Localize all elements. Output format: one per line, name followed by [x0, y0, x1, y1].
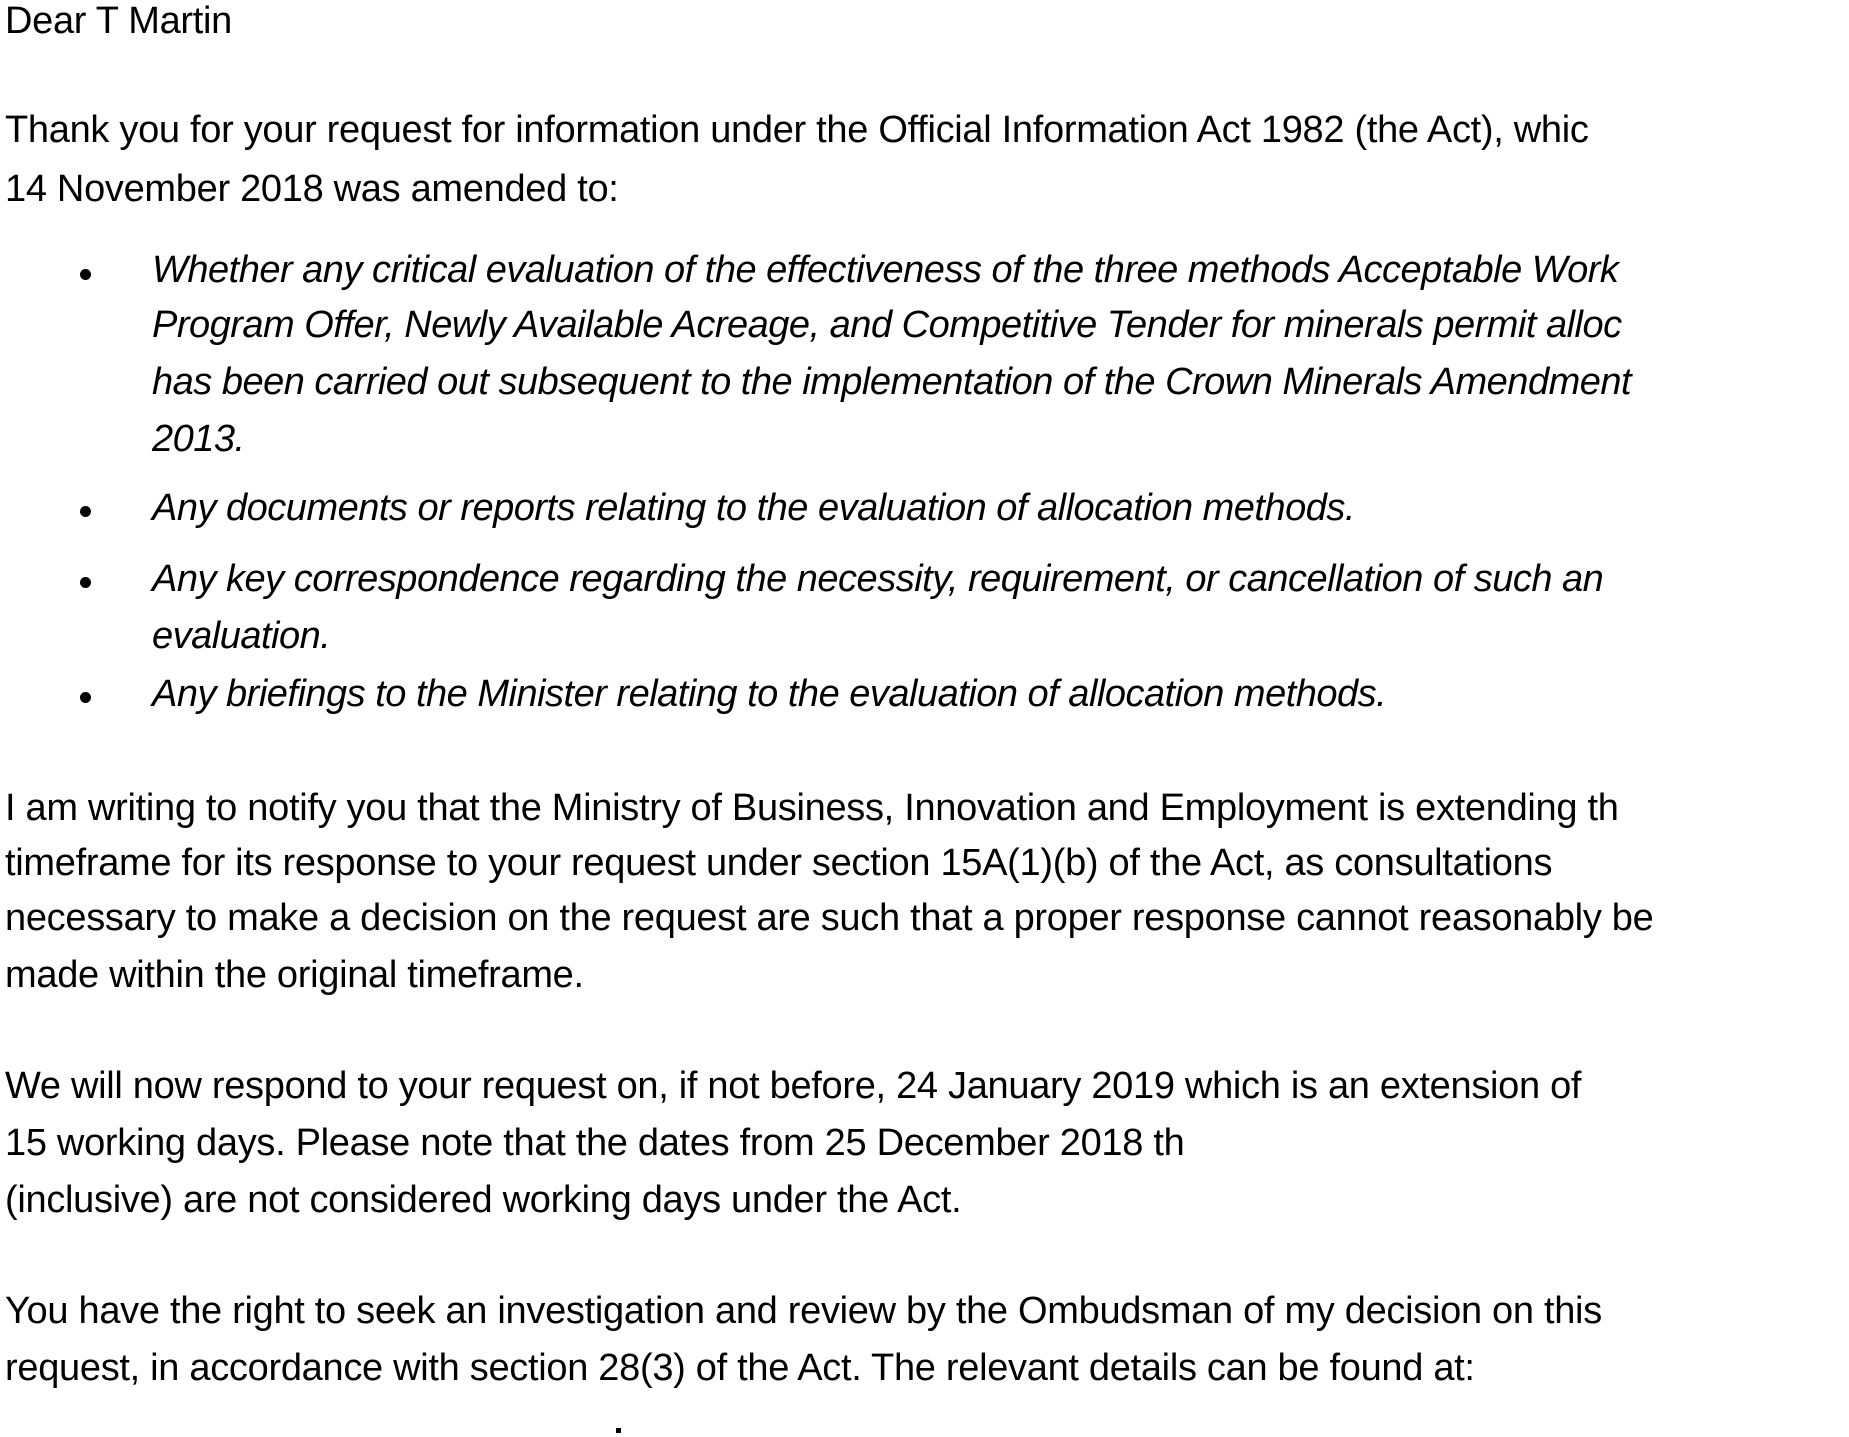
salutation: Dear T Martin: [5, 0, 232, 42]
bullet-1-line-4: 2013.: [152, 418, 245, 460]
extension-line-1: I am writing to notify you that the Ministry of Business, Innovation and Employment is extending th: [5, 787, 1619, 829]
intro-line-2: 14 November 2018 was amended to:: [5, 168, 619, 210]
bullet-3-line-2: evaluation.: [152, 615, 331, 657]
bullet-4-line-1: Any briefings to the Minister relating to the evaluation of allocation methods.: [152, 673, 1387, 715]
bullet-1-line-3: has been carried out subsequent to the implementation of the Crown Minerals Amendment: [152, 361, 1632, 403]
bullet-3-marker: [80, 577, 91, 588]
ombudsman-line-2: request, in accordance with section 28(3) of the Act. The relevant details can be found at:: [5, 1347, 1475, 1389]
bullet-3-line-1: Any key correspondence regarding the necessity, requirement, or cancellation of such an: [152, 558, 1604, 600]
extension-line-2: timeframe for its response to your request under section 15A(1)(b) of the Act, as consultations: [5, 842, 1553, 884]
extension-line-3: necessary to make a decision on the request are such that a proper response cannot reasonably be: [5, 897, 1654, 939]
date-line-1: We will now respond to your request on, if not before, 24 January 2019 which is an extension of: [5, 1065, 1582, 1107]
bullet-1-line-1: Whether any critical evaluation of the effectiveness of the three methods Acceptable Work: [152, 249, 1619, 291]
bullet-4-marker: [80, 692, 91, 703]
date-line-3: (inclusive) are not considered working days under the Act.: [5, 1179, 962, 1221]
intro-line-1: Thank you for your request for information under the Official Information Act 1982 (the Act), whic: [5, 109, 1589, 151]
bullet-2-line-1: Any documents or reports relating to the evaluation of allocation methods.: [152, 487, 1355, 529]
bullet-1-line-2: Program Offer, Newly Available Acreage, and Competitive Tender for minerals permit alloc: [152, 304, 1622, 346]
bullet-2-marker: [80, 506, 91, 517]
cut-off-text-mark: [616, 1428, 621, 1433]
ombudsman-line-1: You have the right to seek an investigation and review by the Ombudsman of my decision on this: [5, 1290, 1602, 1332]
extension-line-4: made within the original timeframe.: [5, 954, 584, 996]
bullet-1-marker: [80, 269, 91, 280]
date-line-2: 15 working days. Please note that the dates from 25 December 2018 th: [5, 1122, 1185, 1164]
